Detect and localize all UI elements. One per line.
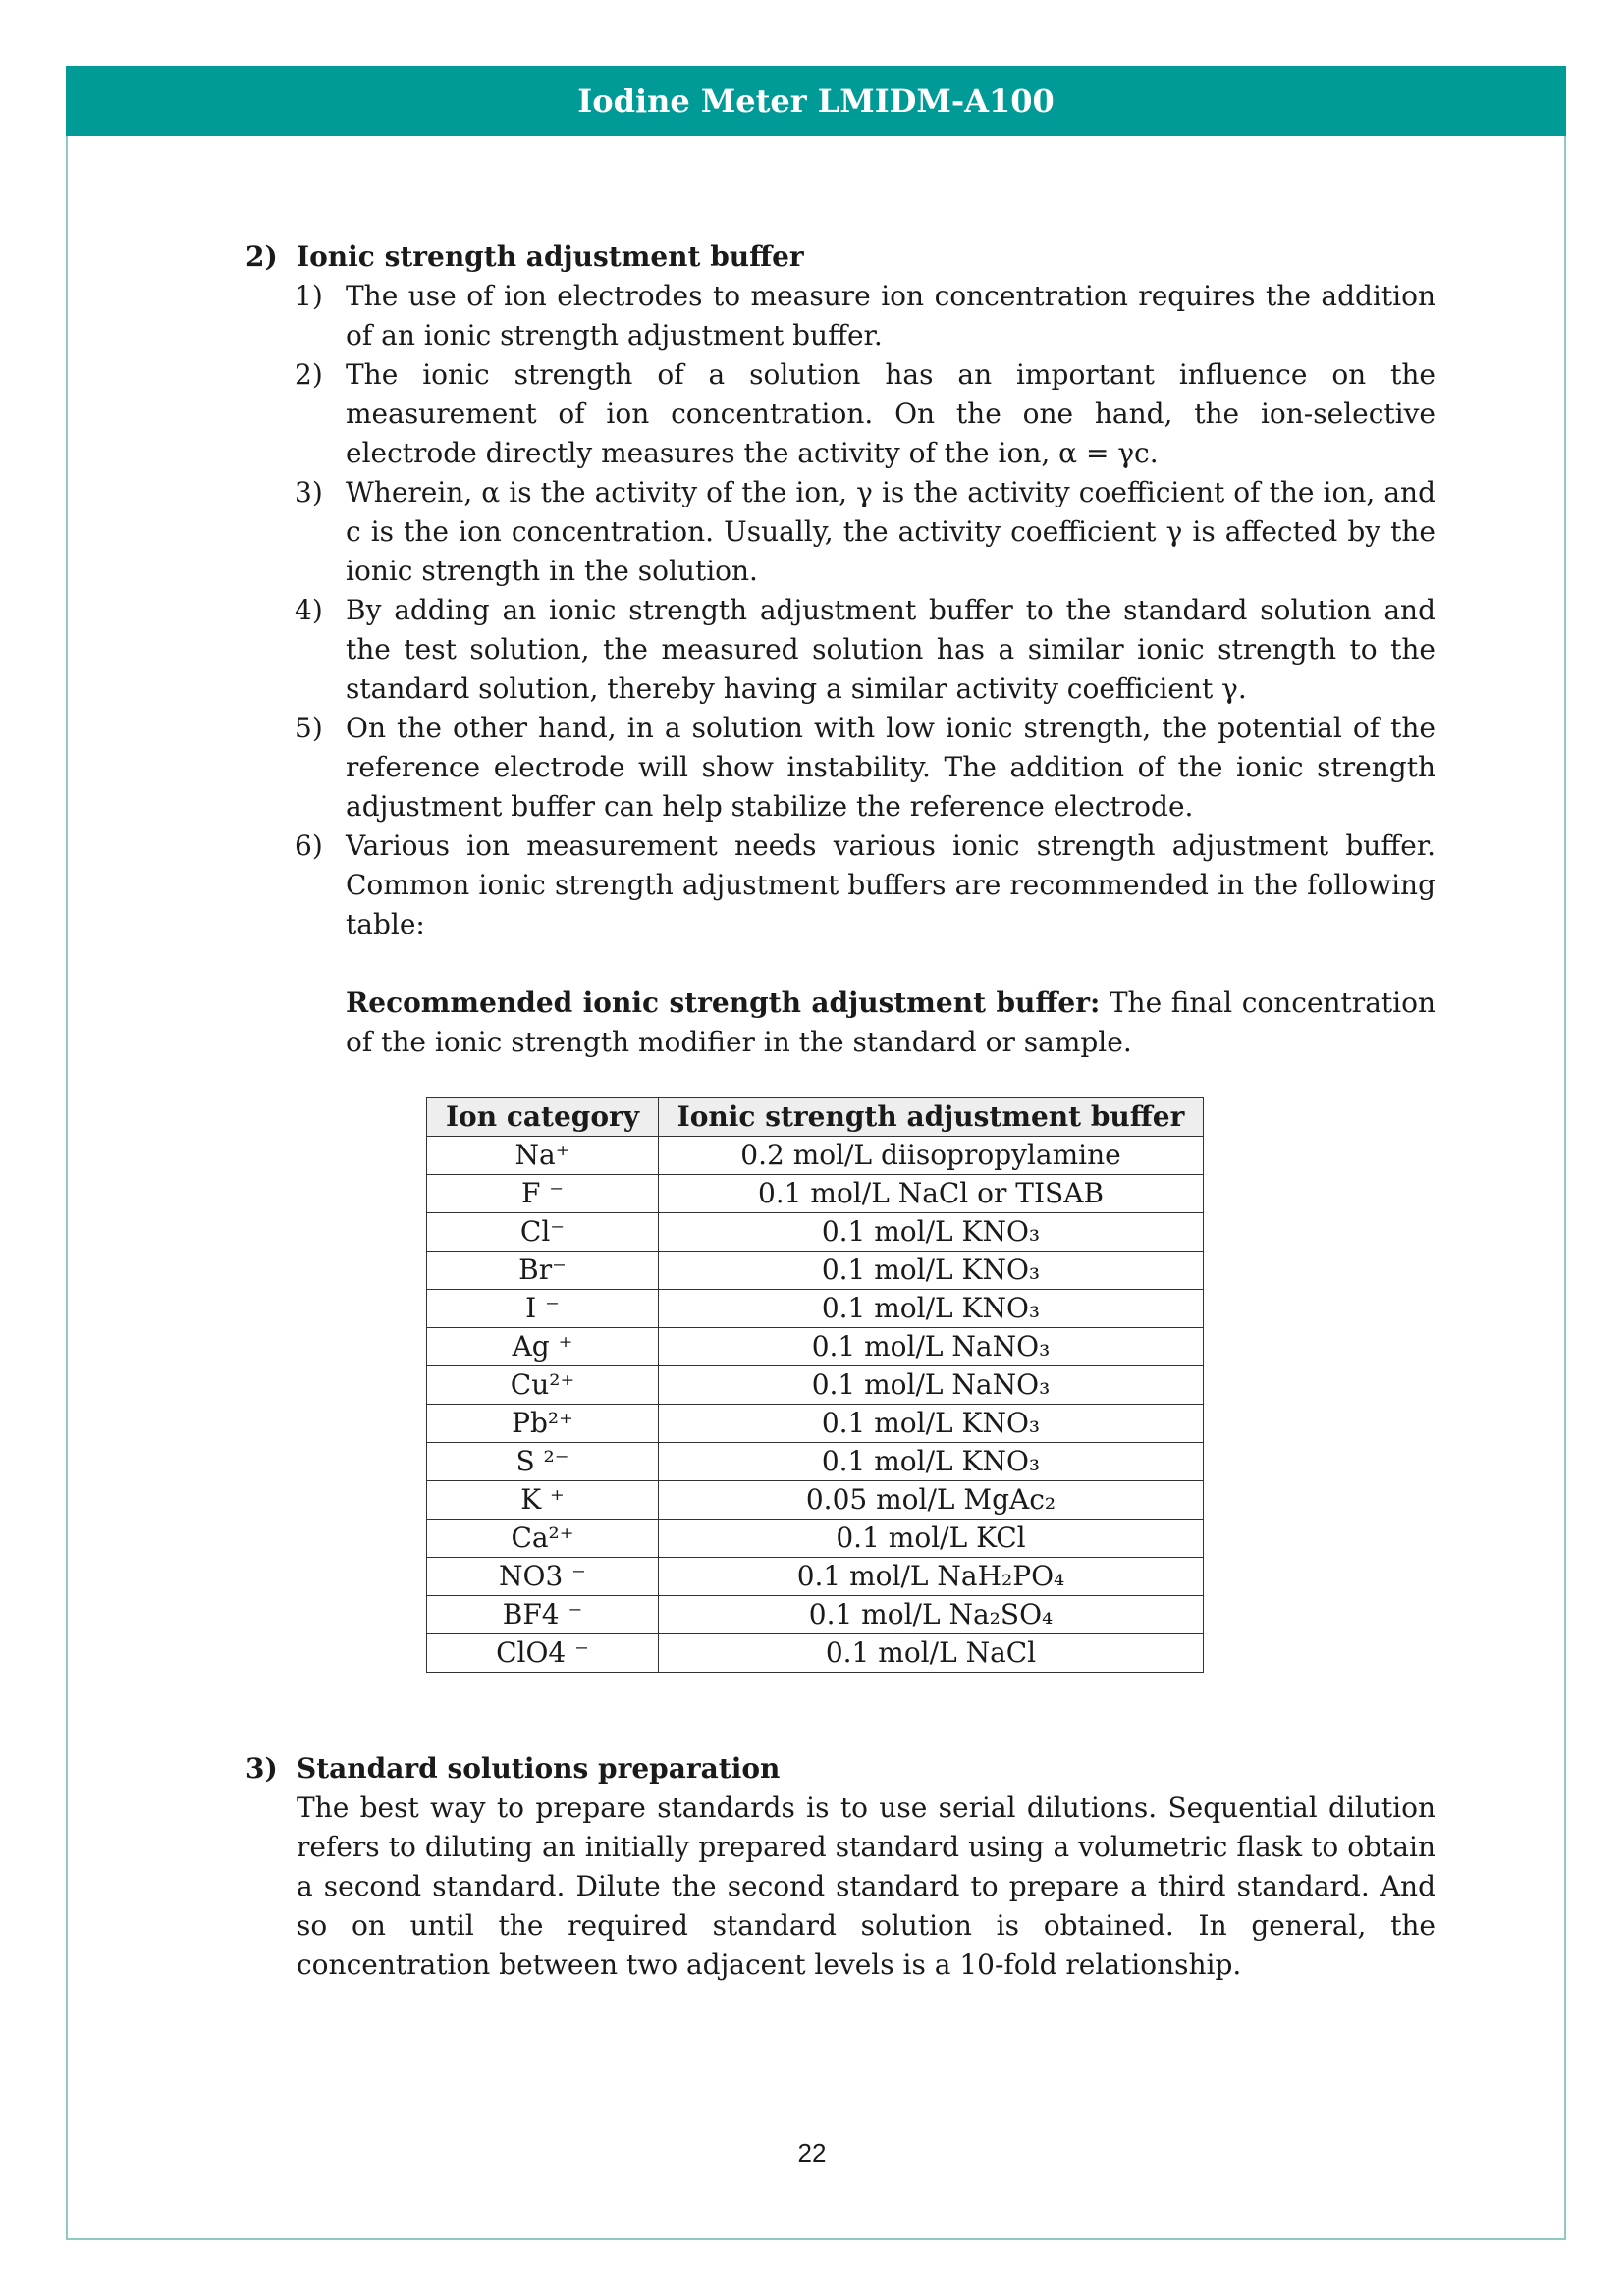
list-item-number: 5) [295, 712, 323, 744]
ion-cell: F ⁻ [427, 1175, 659, 1213]
table-row [427, 1443, 1204, 1481]
list-item-text: The ionic strength of a solution has an important influence on the measurement of ion concentration. On the one hand, the ion-selective electrode directly measures the activity of the ion, α = γc. [346, 358, 1435, 469]
buffer-cell: 0.1 mol/L KNO₃ [659, 1252, 1204, 1290]
buffer-cell: 0.1 mol/L KNO₃ [659, 1405, 1204, 1443]
ion-cell: BF4 ⁻ [427, 1596, 659, 1634]
ion-cell: Pb²⁺ [427, 1405, 659, 1443]
list-item [245, 277, 1435, 355]
buffer-cell: 0.1 mol/L NaCl or TISAB [659, 1175, 1204, 1213]
ion-cell: K ⁺ [427, 1481, 659, 1520]
column-header-ion: Ion category [427, 1098, 659, 1137]
list-item [245, 591, 1435, 709]
table-row [427, 1520, 1204, 1558]
buffer-cell: 0.1 mol/L Na₂SO₄ [659, 1596, 1204, 1634]
ion-cell: S ²⁻ [427, 1443, 659, 1481]
ion-cell: Cl⁻ [427, 1213, 659, 1252]
page-number: 22 [797, 2138, 827, 2167]
list-item [245, 709, 1435, 827]
buffer-cell: 0.1 mol/L NaNO₃ [659, 1328, 1204, 1366]
table-row [427, 1366, 1204, 1405]
table-row [427, 1596, 1204, 1634]
list-item-text: Wherein, α is the activity of the ion, γ is the activity coefficient of the ion, and c is the ion concentration. Usually, the activity coefficient γ is affected by the ionic strength in the solution. [346, 476, 1435, 587]
page-header [66, 66, 1566, 136]
buffer-cell: 0.1 mol/L NaCl [659, 1634, 1204, 1673]
section-3-heading [245, 1749, 1435, 1789]
list-item [245, 473, 1435, 591]
table-row [427, 1634, 1204, 1673]
buffer-cell: 0.1 mol/L KNO₃ [659, 1290, 1204, 1328]
table-row [427, 1558, 1204, 1596]
recommendation-label: Recommended ionic strength adjustment buffer: [346, 987, 1101, 1019]
list-item-number: 2) [295, 358, 323, 391]
section-2-heading [245, 238, 1435, 277]
section-2-list [245, 277, 1435, 944]
buffer-table [426, 1097, 1204, 1673]
list-item-number: 3) [295, 476, 323, 508]
column-header-buffer: Ionic strength adjustment buffer [659, 1098, 1204, 1137]
buffer-cell: 0.1 mol/L NaH₂PO₄ [659, 1558, 1204, 1596]
buffer-cell: 0.1 mol/L KNO₃ [659, 1213, 1204, 1252]
table-row [427, 1213, 1204, 1252]
section-2-number: 2) [245, 240, 278, 273]
table-header-row [427, 1098, 1204, 1137]
list-item-text: Various ion measurement needs various ionic strength adjustment buffer. Common ionic strength adjustment buffers are recommended in the following table: [346, 829, 1435, 940]
ion-cell: Ag ⁺ [427, 1328, 659, 1366]
buffer-cell: 0.1 mol/L NaNO₃ [659, 1366, 1204, 1405]
table-row [427, 1252, 1204, 1290]
ion-cell: Ca²⁺ [427, 1520, 659, 1558]
buffer-cell: 0.1 mol/L KCl [659, 1520, 1204, 1558]
table-row [427, 1481, 1204, 1520]
recommendation-paragraph [346, 984, 1435, 1062]
section-2-title: Ionic strength adjustment buffer [297, 240, 804, 273]
buffer-cell: 0.1 mol/L KNO₃ [659, 1443, 1204, 1481]
list-item-text: The use of ion electrodes to measure ion concentration requires the addition of an ionic strength adjustment buffer. [346, 280, 1435, 351]
section-3 [245, 1749, 1435, 1985]
list-item-number: 1) [295, 280, 323, 312]
ion-cell: ClO4 ⁻ [427, 1634, 659, 1673]
table-row [427, 1405, 1204, 1443]
ion-cell: Cu²⁺ [427, 1366, 659, 1405]
ion-cell: I ⁻ [427, 1290, 659, 1328]
ion-cell: Na⁺ [427, 1137, 659, 1175]
buffer-cell: 0.2 mol/L diisopropylamine [659, 1137, 1204, 1175]
list-item-text: By adding an ionic strength adjustment buffer to the standard solution and the test solution, the measured solution has a similar ionic strength to the standard solution, thereby having a similar activity coefficient γ. [346, 594, 1435, 705]
table-row [427, 1175, 1204, 1213]
list-item [245, 827, 1435, 944]
list-item [245, 355, 1435, 473]
table-row [427, 1328, 1204, 1366]
list-item-number: 4) [295, 594, 323, 626]
list-item-number: 6) [295, 829, 323, 862]
section-3-title: Standard solutions preparation [297, 1752, 781, 1785]
table-row [427, 1137, 1204, 1175]
table-row [427, 1290, 1204, 1328]
buffer-cell: 0.05 mol/L MgAc₂ [659, 1481, 1204, 1520]
section-3-body: The best way to prepare standards is to use serial dilutions. Sequential dilution refers to diluting an initially prepared standard using a volumetric flask to obtain a second standard. Dilute the second standard to prepare a third standard. And so on until the required standard solution is obtained. In general, the concentration between two adjacent levels is a 10-fold relationship. [297, 1791, 1435, 1981]
ion-cell: Br⁻ [427, 1252, 659, 1290]
section-2 [245, 238, 1435, 1062]
recommendation-text: The final concentration of the ionic strength modifier in the standard or sample. [346, 987, 1435, 1058]
section-3-number: 3) [245, 1752, 278, 1785]
ion-cell: NO3 ⁻ [427, 1558, 659, 1596]
header-title: Iodine Meter LMIDM-A100 [577, 82, 1055, 120]
list-item-text: On the other hand, in a solution with low ionic strength, the potential of the reference electrode will show instability. The addition of the ionic strength adjustment buffer can help stabilize the reference electrode. [346, 712, 1435, 823]
